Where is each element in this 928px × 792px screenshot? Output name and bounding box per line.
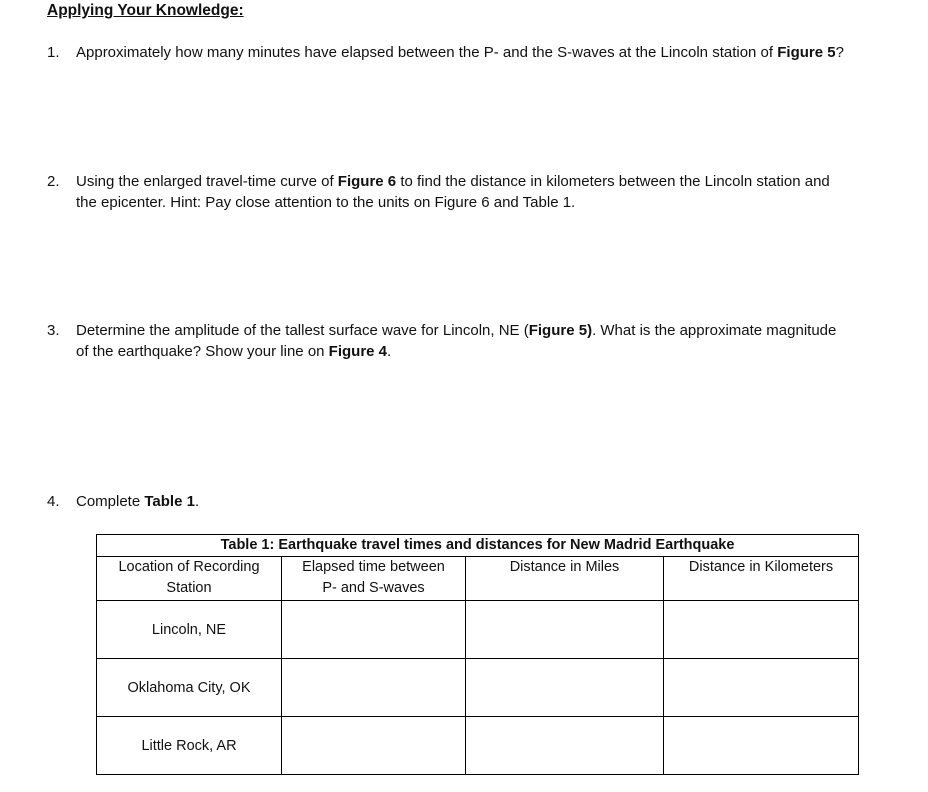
question-number: 2.: [47, 173, 60, 190]
header-elapsed-time: Elapsed time between P- and S-waves: [282, 557, 466, 601]
header-location: Location of Recording Station: [97, 557, 282, 601]
distance-km-cell[interactable]: [664, 659, 859, 717]
question-number: 4.: [47, 493, 60, 510]
question-text: Using the enlarged travel-time curve of Figure 6 to find the distance in kilometers between the Lincoln station and the epicenter. Hint: Pay close attention to the units on Figure 6 and Table 1.: [76, 173, 830, 211]
location-cell: Oklahoma City, OK: [97, 659, 282, 717]
table-caption: Table 1: Earthquake travel times and distances for New Madrid Earthquake: [97, 535, 859, 557]
elapsed-time-cell[interactable]: [282, 601, 466, 659]
question-text: Approximately how many minutes have elapsed between the P- and the S-waves at the Lincoln station of Figure 5?: [76, 44, 844, 61]
distance-miles-cell[interactable]: [466, 601, 664, 659]
table-row: [97, 601, 859, 659]
question-text: Determine the amplitude of the tallest surface wave for Lincoln, NE (Figure 5). What is the approximate magnitude of the earthquake? Show your line on Figure 4.: [76, 322, 837, 360]
distance-km-cell[interactable]: [664, 717, 859, 775]
table-header-row: [97, 557, 859, 601]
distance-miles-cell[interactable]: [466, 717, 664, 775]
distance-miles-cell[interactable]: [466, 659, 664, 717]
section-heading: Applying Your Knowledge:: [47, 2, 244, 19]
header-distance-miles: Distance in Miles: [466, 557, 664, 601]
question-number: 3.: [47, 322, 60, 339]
question-number: 1.: [47, 44, 60, 61]
location-cell: Lincoln, NE: [97, 601, 282, 659]
elapsed-time-cell[interactable]: [282, 717, 466, 775]
location-cell: Little Rock, AR: [97, 717, 282, 775]
distance-km-cell[interactable]: [664, 601, 859, 659]
question-text: Complete Table 1.: [76, 493, 200, 510]
table-row: [97, 717, 859, 775]
table-1: [96, 534, 859, 775]
header-distance-km: Distance in Kilometers: [664, 557, 859, 601]
table-caption-row: [97, 535, 859, 557]
table-row: [97, 659, 859, 717]
elapsed-time-cell[interactable]: [282, 659, 466, 717]
